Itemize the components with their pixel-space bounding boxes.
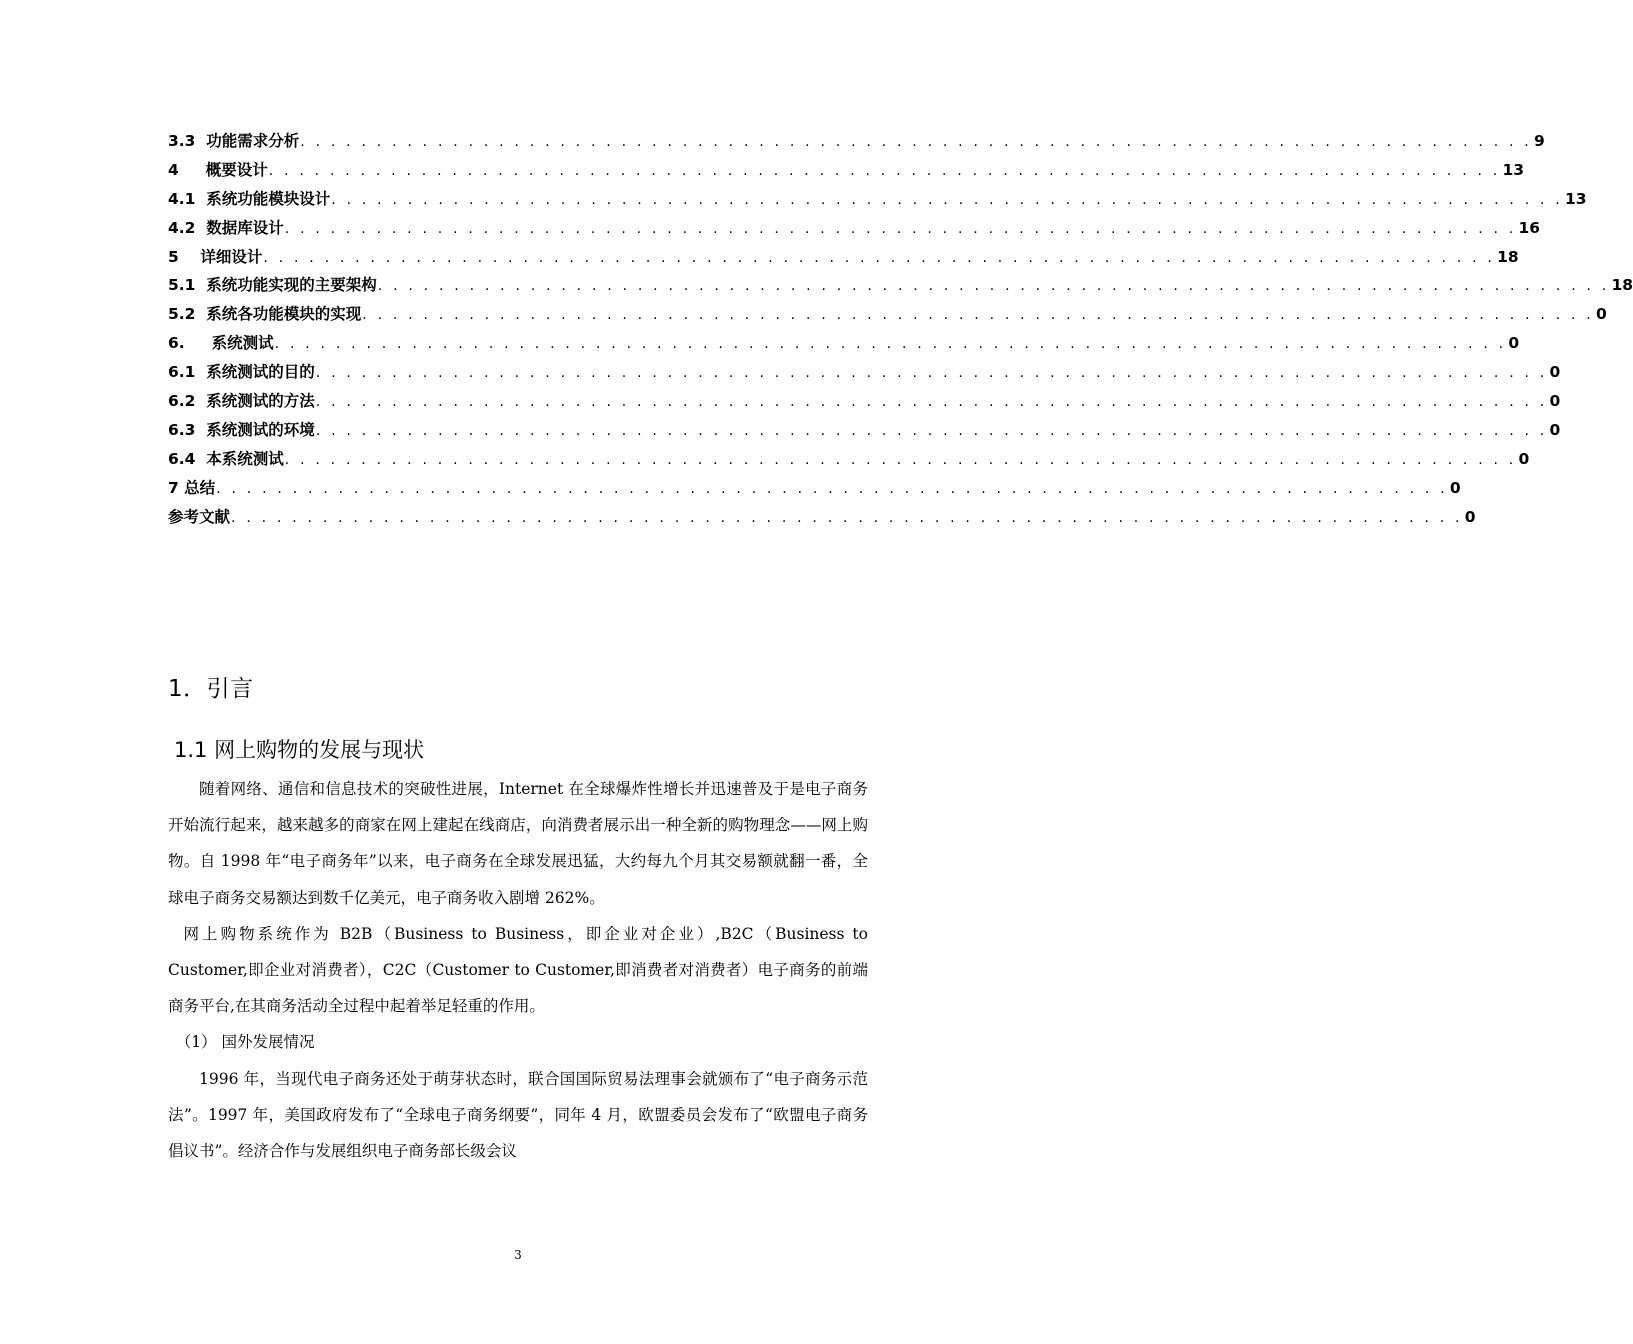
toc-entry-label: 4.2 数据库设计 bbox=[168, 218, 284, 237]
toc-entry[interactable] bbox=[168, 474, 1461, 503]
toc-entry-label: 6.1 系统测试的目的 bbox=[168, 363, 315, 382]
toc-leader-dots: . . . . . . . . . . . . . . . . . . . . . . . . . . . . . . . . . . . . . . . . . . . . . . . . . . . . . . . . . . . . . . . . . . . . . . . . . . . . . . . . . bbox=[315, 394, 1548, 411]
toc-page-number: 13 bbox=[1564, 189, 1587, 208]
toc-entry[interactable] bbox=[168, 243, 1519, 272]
toc-entry-label: 6. 系统测试 bbox=[168, 334, 274, 353]
toc-page-number: 0 bbox=[1549, 420, 1561, 439]
toc-entry-label: 4 概要设计 bbox=[168, 160, 268, 179]
toc-leader-dots: . . . . . . . . . . . . . . . . . . . . . . . . . . . . . . . . . . . . . . . . . . . . . . . . . . . . . . . . . . . . . . . . . . . . . . . . . . . . . . . . . bbox=[284, 451, 1517, 468]
toc-entry[interactable] bbox=[168, 271, 1633, 300]
toc-page-number: 18 bbox=[1497, 247, 1519, 266]
toc-page-number: 0 bbox=[1549, 392, 1561, 411]
toc-page-number: 0 bbox=[1518, 449, 1530, 468]
toc-entry[interactable] bbox=[168, 185, 1587, 214]
toc-entry-label: 5.1 系统功能实现的主要架构 bbox=[168, 276, 377, 295]
table-of-contents bbox=[168, 127, 1633, 531]
toc-leader-dots: . . . . . . . . . . . . . . . . . . . . . . . . . . . . . . . . . . . . . . . . . . . . . . . . . . . . . . . . . . . . . . . . . . . . . . . . . . . . . . . . . bbox=[231, 509, 1463, 526]
toc-page-number: 0 bbox=[1508, 334, 1520, 353]
toc-entry[interactable] bbox=[168, 300, 1607, 329]
toc-entry[interactable] bbox=[168, 416, 1561, 445]
toc-page-number: 0 bbox=[1449, 478, 1461, 497]
toc-page-number: 18 bbox=[1611, 276, 1633, 295]
paragraph: （1） 国外发展情况 bbox=[175, 1033, 315, 1052]
toc-leader-dots: . . . . . . . . . . . . . . . . . . . . . . . . . . . . . . . . . . . . . . . . . . . . . . . . . . . . . . . . . . . . . . . . . . . . . . . . . . . . . . . . . bbox=[268, 162, 1501, 179]
toc-page-number: 13 bbox=[1502, 160, 1525, 179]
toc-entry[interactable] bbox=[168, 358, 1561, 387]
toc-entry-label: 7 总结 bbox=[168, 478, 216, 497]
paragraph: 网上购物系统作为 B2B（Business to Business，即企业对企业）,B2C（Business to Customer,即企业对消费者），C2C（Customer to Customer,即消费者对消费者）电子商务的前端商务平台,在其商务活动全过程中起着举足轻重的作用。 bbox=[168, 924, 868, 1016]
toc-entry[interactable] bbox=[168, 503, 1476, 532]
toc-leader-dots: . . . . . . . . . . . . . . . . . . . . . . . . . . . . . . . . . . . . . . . . . . . . . . . . . . . . . . . . . . . . . . . . . . . . . . . . . . . . . . . . . bbox=[274, 336, 1507, 353]
toc-entry-label: 4.1 系统功能模块设计 bbox=[168, 189, 331, 208]
toc-page-number: 9 bbox=[1533, 132, 1545, 150]
paragraph: 随着网络、通信和信息技术的突破性进展，Internet 在全球爆炸性增长并迅速普及于是电子商务开始流行起来，越来越多的商家在网上建起在线商店，向消费者展示出一种全新的购物理念——网上购物。自 1998 年“电子商务年”以来，电子商务在全球发展迅猛，大约每九个月其交易额就翻一番，全球电子商务交易额达到数千亿美元，电子商务收入剧增 262%。 bbox=[168, 780, 868, 907]
toc-page-number: 0 bbox=[1549, 363, 1561, 382]
toc-leader-dots: . . . . . . . . . . . . . . . . . . . . . . . . . . . . . . . . . . . . . . . . . . . . . . . . . . . . . . . . . . . . . . . . . . . . . . . . . . . . . . . . . bbox=[377, 278, 1610, 295]
toc-entry-label: 3.3 功能需求分析 bbox=[168, 132, 300, 150]
toc-leader-dots: . . . . . . . . . . . . . . . . . . . . . . . . . . . . . . . . . . . . . . . . . . . . . . . . . . . . . . . . . . . . . . . . . . . . . . . . . . . . . . . . . bbox=[315, 422, 1548, 439]
section-heading: 1．引言 bbox=[168, 676, 254, 702]
toc-entry-label: 5.2 系统各功能模块的实现 bbox=[168, 305, 362, 324]
toc-leader-dots: . . . . . . . . . . . . . . . . . . . . . . . . . . . . . . . . . . . . . . . . . . . . . . . . . . . . . . . . . . . . . . . . . . . . . . . . . . . . . . . . . bbox=[315, 365, 1548, 382]
subsection-heading: 1.1 网上购物的发展与现状 bbox=[174, 738, 425, 762]
toc-entry[interactable] bbox=[168, 387, 1561, 416]
toc-entry[interactable] bbox=[168, 127, 1545, 156]
paragraph: 1996 年，当现代电子商务还处于萌芽状态时，联合国国际贸易法理事会就颁布了“电子商务示范法”。1997 年，美国政府发布了“全球电子商务纲要”，同年 4 月，欧盟委员会发布了“欧盟电子商务倡议书”。经济合作与发展组织电子商务部长级会议 bbox=[168, 1069, 868, 1161]
toc-leader-dots: . . . . . . . . . . . . . . . . . . . . . . . . . . . . . . . . . . . . . . . . . . . . . . . . . . . . . . . . . . . . . . . . . . . . . . . . . . . . . . . . . bbox=[300, 134, 1532, 150]
toc-entry-label: 6.4 本系统测试 bbox=[168, 449, 284, 468]
toc-page-number: 0 bbox=[1595, 305, 1607, 324]
toc-entry[interactable] bbox=[168, 156, 1525, 185]
toc-entry[interactable] bbox=[168, 445, 1530, 474]
body-text bbox=[168, 771, 868, 1169]
toc-entry-label: 参考文献 bbox=[168, 507, 231, 526]
toc-entry-label: 6.2 系统测试的方法 bbox=[168, 392, 315, 411]
toc-entry-label: 5 详细设计 bbox=[168, 247, 263, 266]
toc-leader-dots: . . . . . . . . . . . . . . . . . . . . . . . . . . . . . . . . . . . . . . . . . . . . . . . . . . . . . . . . . . . . . . . . . . . . . . . . . . . . . . . . . bbox=[362, 307, 1594, 324]
toc-leader-dots: . . . . . . . . . . . . . . . . . . . . . . . . . . . . . . . . . . . . . . . . . . . . . . . . . . . . . . . . . . . . . . . . . . . . . . . . . . . . . . . . . bbox=[216, 480, 1448, 497]
toc-entry[interactable] bbox=[168, 329, 1520, 358]
toc-page-number: 16 bbox=[1518, 218, 1541, 237]
toc-entry[interactable] bbox=[168, 214, 1541, 243]
page-number: 3 bbox=[514, 1248, 522, 1262]
toc-leader-dots: . . . . . . . . . . . . . . . . . . . . . . . . . . . . . . . . . . . . . . . . . . . . . . . . . . . . . . . . . . . . . . . . . . . . . . . . . . . . . . . . . bbox=[331, 191, 1563, 208]
toc-leader-dots: . . . . . . . . . . . . . . . . . . . . . . . . . . . . . . . . . . . . . . . . . . . . . . . . . . . . . . . . . . . . . . . . . . . . . . . . . . . . . . . . . bbox=[263, 249, 1496, 266]
toc-entry-label: 6.3 系统测试的环境 bbox=[168, 420, 315, 439]
toc-page-number: 0 bbox=[1464, 507, 1476, 526]
toc-leader-dots: . . . . . . . . . . . . . . . . . . . . . . . . . . . . . . . . . . . . . . . . . . . . . . . . . . . . . . . . . . . . . . . . . . . . . . . . . . . . . . . . . bbox=[284, 220, 1517, 237]
